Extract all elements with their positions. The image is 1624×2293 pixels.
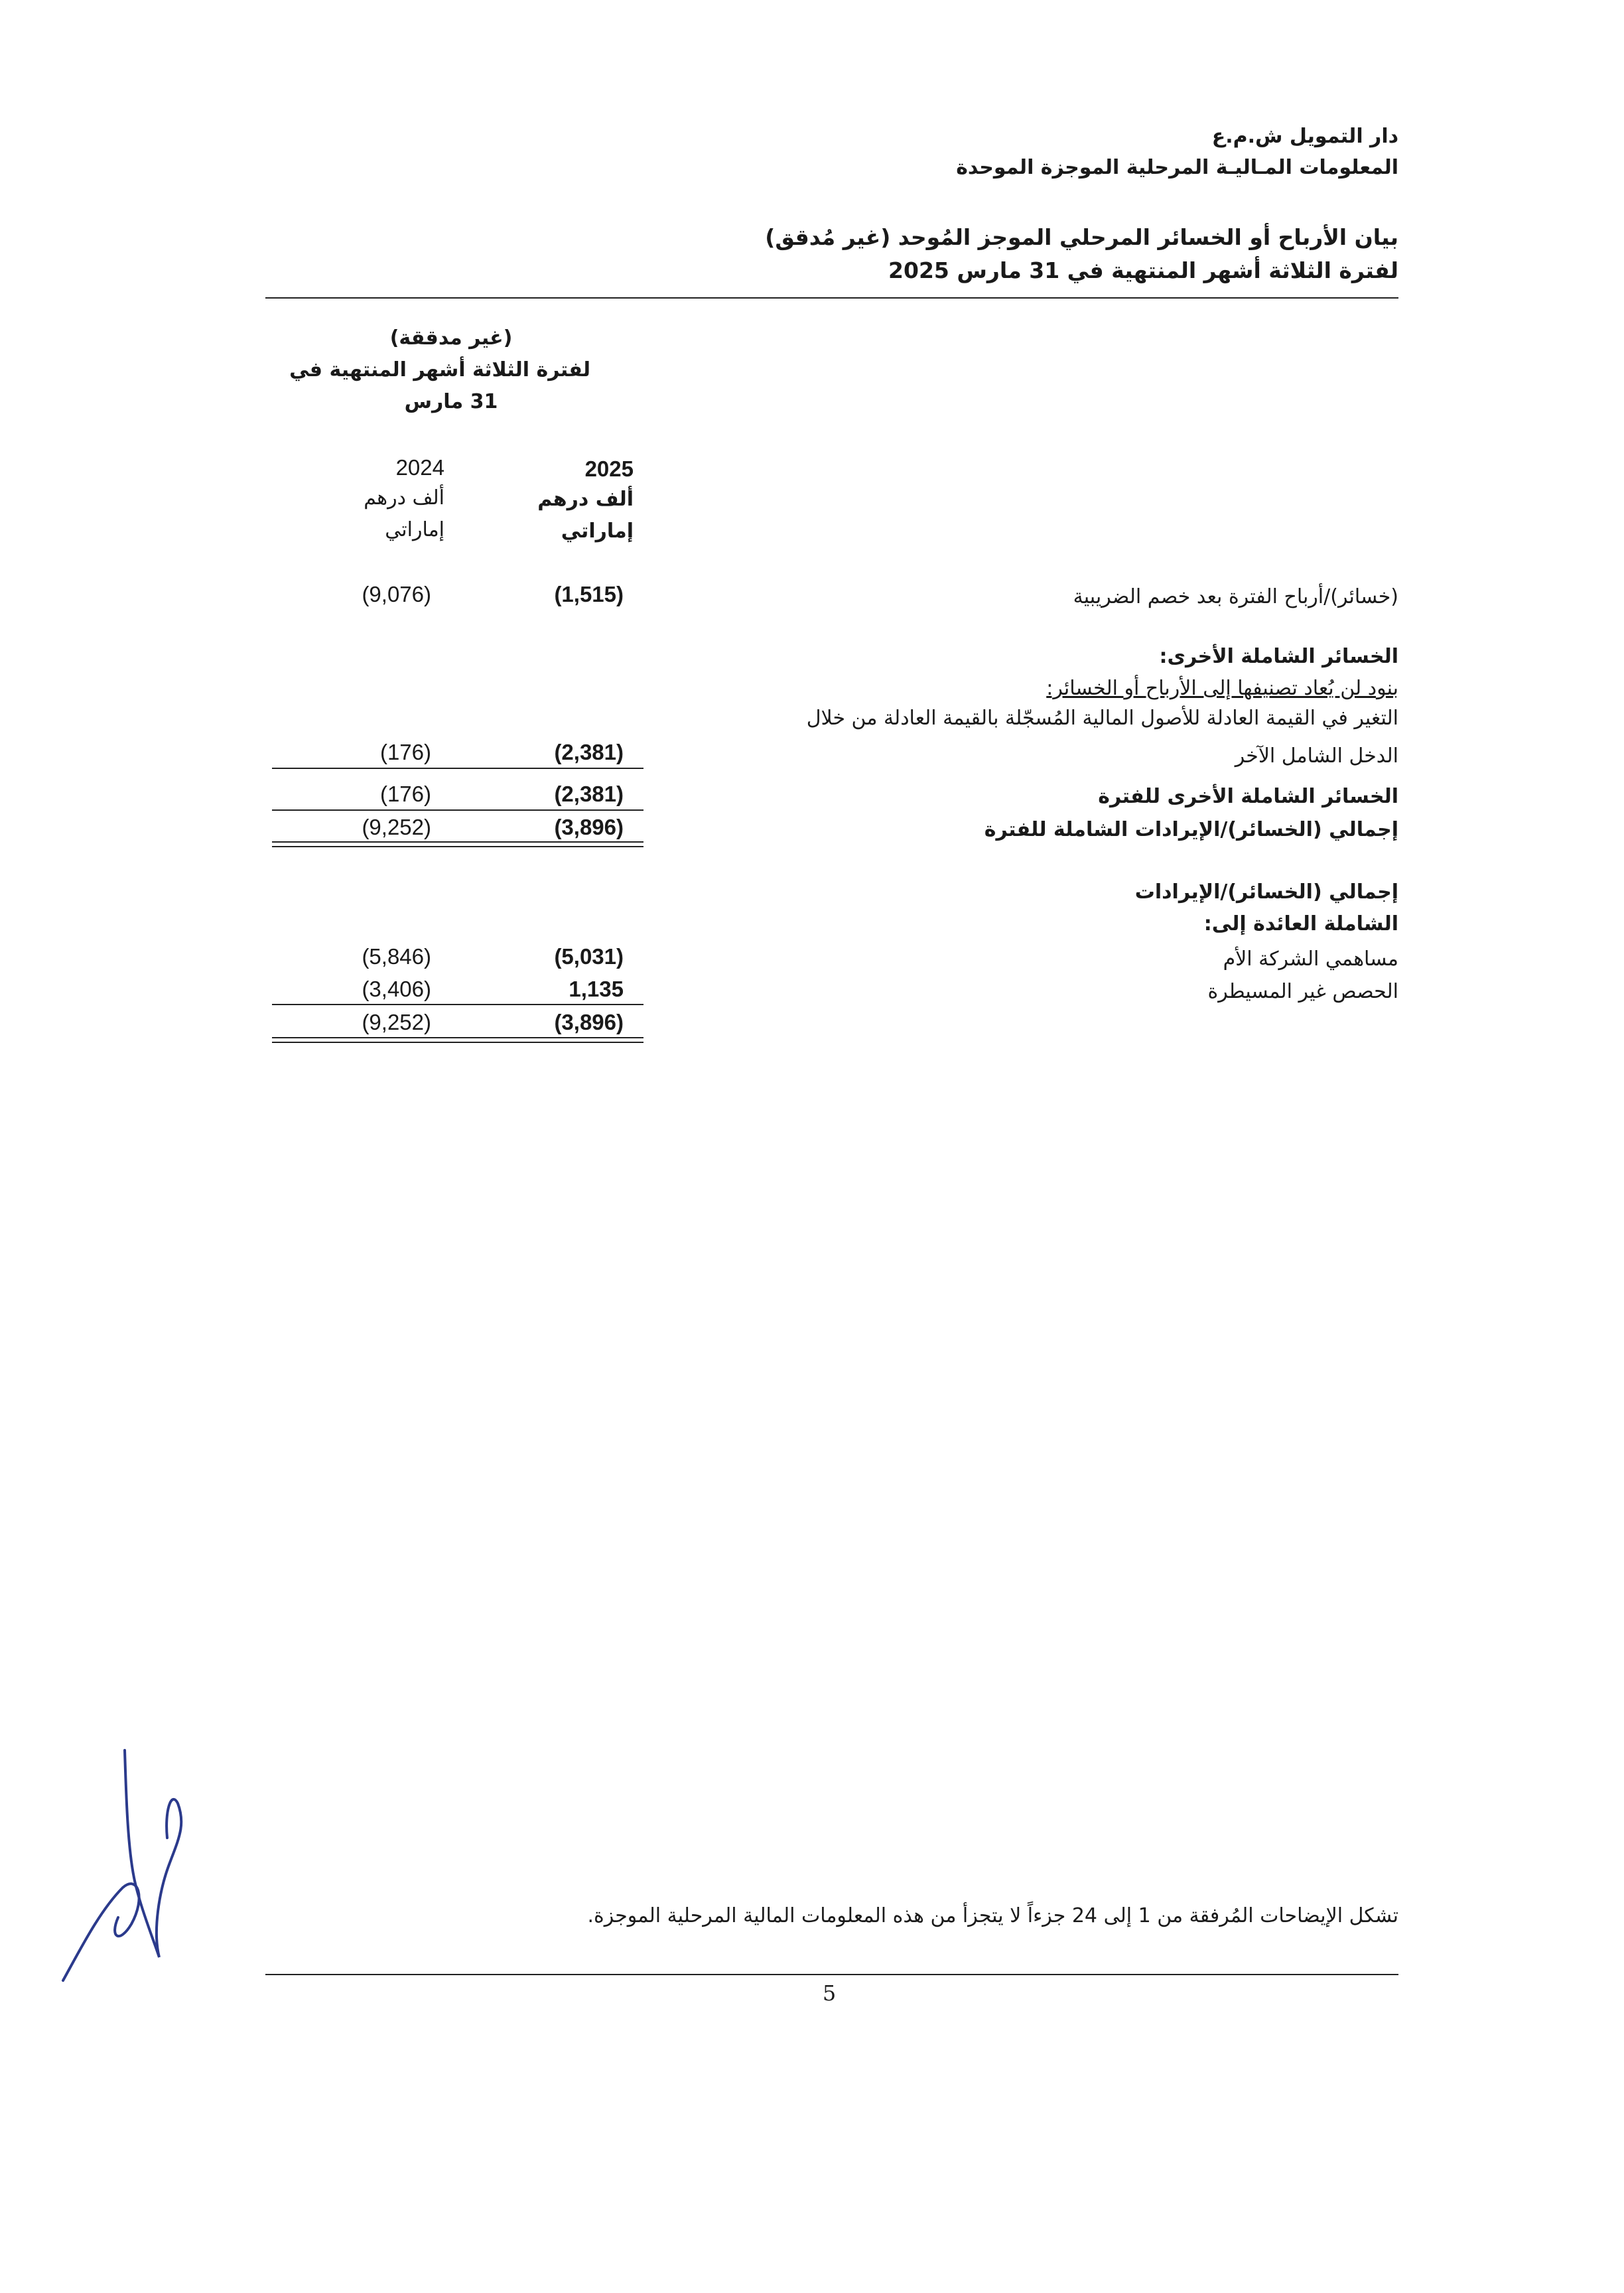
fair-value-change-2024: (176)	[379, 740, 431, 764]
fair-value-change-2025: (2,381)	[554, 740, 624, 764]
statement-title: بيان الأرباح أو الخسائر المرحلي الموجز المُوحد (غير مُدقق)	[765, 224, 1398, 250]
attributable-double-rule-top	[272, 1037, 643, 1038]
year-2025-header: 2025	[584, 456, 634, 481]
non-controlling-2024: (3,406)	[362, 977, 431, 1001]
footer-rule	[265, 1974, 1398, 1975]
page-number: 5	[822, 1980, 837, 2006]
total-comprehensive-2025: (3,896)	[554, 815, 624, 839]
non-controlling-label: الحصص غير المسيطرة	[1207, 980, 1398, 1003]
unit-2024-line1: ألف درهم	[364, 486, 444, 510]
header-rule	[265, 297, 1398, 299]
unit-2025-line2: إماراتي	[561, 520, 634, 543]
unit-2024-line2: إماراتي	[385, 518, 444, 541]
attributable-heading-line1: إجمالي (الخسائر)/الإيرادات	[1134, 880, 1398, 904]
loss-after-tax-2025: (1,515)	[554, 582, 624, 606]
statement-period: لفترة الثلاثة أشهر المنتهية في 31 مارس 2025	[888, 257, 1398, 283]
subtotal-rule-2	[272, 809, 643, 811]
parent-shareholders-label: مساهمي الشركة الأم	[1223, 947, 1398, 971]
loss-after-tax-2024: (9,076)	[362, 582, 431, 606]
oci-for-period-label: الخسائر الشاملة الأخرى للفترة	[1098, 785, 1398, 808]
oci-for-period-2024: (176)	[379, 782, 431, 806]
signature-icon	[53, 1738, 206, 1990]
loss-after-tax-label: (خسائر)/أرباح الفترة بعد خصم الضريبية	[1073, 585, 1398, 608]
column-group-period: لفترة الثلاثة أشهر المنتهية في	[289, 358, 590, 382]
oci-heading: الخسائر الشاملة الأخرى:	[1159, 645, 1398, 668]
fair-value-change-label-line1: التغير في القيمة العادلة للأصول المالية المُسجّلة بالقيمة العادلة من خلال	[806, 707, 1398, 730]
attributable-total-2025: (3,896)	[554, 1010, 624, 1034]
attributable-heading-line2: الشاملة العائدة إلى:	[1203, 912, 1398, 936]
attributable-subtotal-rule	[272, 1004, 643, 1005]
total-double-rule-top	[272, 841, 643, 843]
non-controlling-2025: 1,135	[569, 977, 624, 1001]
oci-subheading: بنود لن يُعاد تصنيفها إلى الأرباح أو الخسائر:	[1046, 677, 1398, 700]
attributable-double-rule-bottom	[272, 1042, 643, 1043]
oci-for-period-2025: (2,381)	[554, 782, 624, 806]
subtotal-rule-1	[272, 768, 643, 769]
unit-2025-line1: ألف درهم	[537, 488, 634, 511]
parent-shareholders-2025: (5,031)	[554, 944, 624, 969]
column-group-date: 31 مارس	[404, 390, 498, 413]
column-group-audit-status: (غير مدققة)	[389, 326, 513, 350]
total-double-rule-bottom	[272, 846, 643, 847]
year-2024-header: 2024	[395, 455, 444, 480]
company-name: دار التمويل ش.م.ع	[1211, 125, 1398, 148]
fair-value-change-label-line2: الدخل الشامل الآخر	[1235, 744, 1398, 768]
report-subtitle: المعلومات المـاليـة المرحلية الموجزة الموحدة	[956, 156, 1398, 179]
parent-shareholders-2024: (5,846)	[362, 944, 431, 969]
total-comprehensive-2024: (9,252)	[362, 815, 431, 839]
total-comprehensive-label: إجمالي (الخسائر)/الإيرادات الشاملة للفترة	[984, 818, 1398, 841]
attributable-total-2024: (9,252)	[362, 1010, 431, 1034]
footer-note: تشكل الإيضاحات المُرفقة من 1 إلى 24 جزءاً لا يتجزأ من هذه المعلومات المالية المرحلية الموجزة.	[587, 1904, 1398, 1927]
